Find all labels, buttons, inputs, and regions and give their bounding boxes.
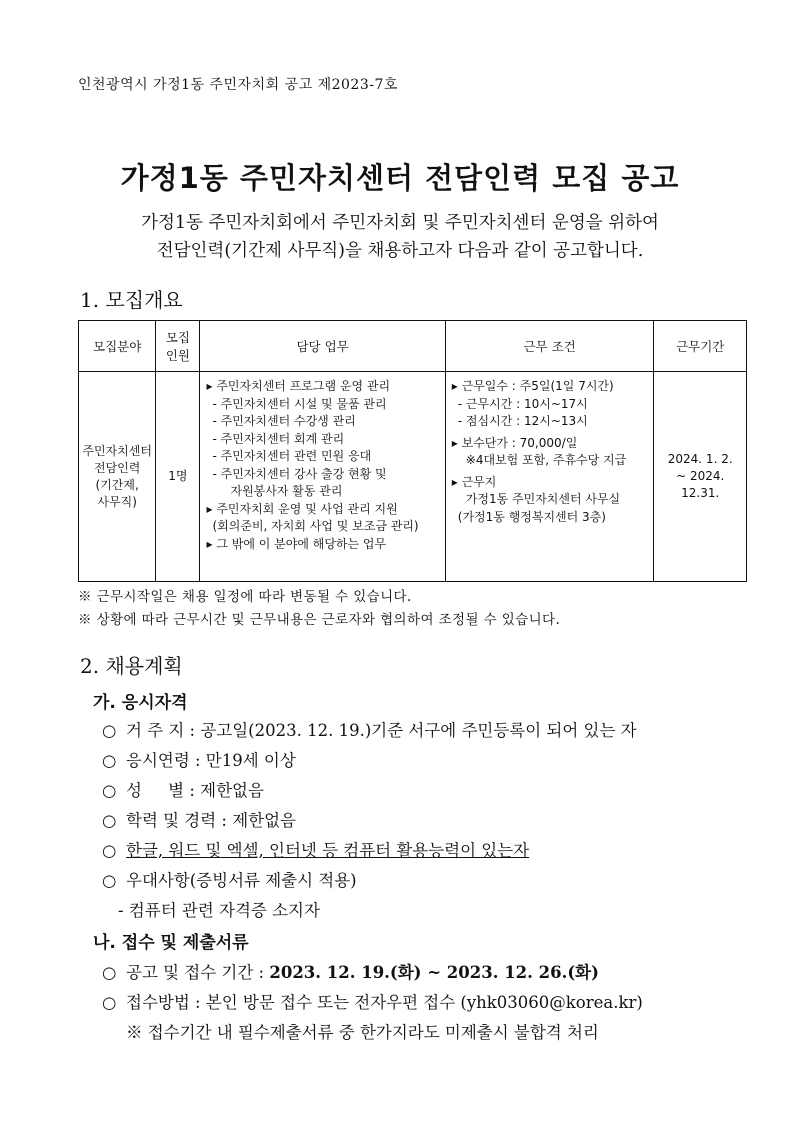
field-line: 주민자치센터 (82, 443, 152, 458)
cond-pay-note: ※4대보험 포함, 주휴수당 지급 (465, 453, 627, 467)
duty-group-1: ▸ 주민자치센터 프로그램 운영 관리 (206, 379, 391, 393)
duty-item: - 주민자치센터 관련 민원 응대 (212, 449, 372, 463)
period-line-2: ~ 2024. 12.31. (676, 469, 725, 500)
notice-number: 인천광역시 가정1동 주민자치회 공고 제2023-7호 (78, 77, 398, 93)
recruitment-table (78, 320, 747, 582)
duty-group-2: ▸ 주민자치회 운영 및 사업 관리 지원 (206, 501, 398, 516)
cond-lunch: - 점심시간 : 12시~13시 (457, 414, 588, 428)
qualification-computer-skills: 한글, 워드 및 엑셀, 인터넷 등 컴퓨터 활용능력이 있는자 (126, 841, 530, 860)
duty-item: - 주민자치센터 수강생 관리 (212, 414, 356, 428)
circle-bullet-icon: ○ (102, 751, 117, 770)
header-duties: 담당 업무 (200, 321, 445, 372)
circle-bullet-icon: ○ (102, 811, 117, 830)
table-header-row (79, 321, 747, 372)
circle-bullet-icon: ○ (102, 993, 117, 1012)
cell-period (654, 372, 747, 582)
period-line-1: 2024. 1. 2. (667, 452, 733, 466)
duty-item: - 주민자치센터 회계 관리 (212, 431, 345, 446)
cell-conditions (445, 372, 654, 582)
header-count (156, 321, 200, 372)
qualification-item (102, 717, 637, 741)
note-item: ※ 근무시작일은 채용 일정에 따라 변동될 수 있습니다. (78, 589, 412, 605)
qualification-education: 학력 및 경력 : 제한없음 (126, 811, 296, 830)
intro-line-2: 전담인력(기간제 사무직)을 채용하고자 다음과 같이 공고합니다. (156, 241, 644, 261)
circle-bullet-icon: ○ (102, 841, 117, 860)
table-row (79, 372, 747, 582)
qualification-item (102, 747, 296, 771)
field-line: 사무직) (97, 494, 137, 509)
qualification-residence: 거 주 지 : 공고일(2023. 12. 19.)기준 서구에 주민등록이 되어 있는 자 (126, 721, 637, 740)
preference-detail: - 컴퓨터 관련 자격증 소지자 (118, 901, 320, 920)
field-line: (기간제, (95, 477, 139, 492)
circle-bullet-icon: ○ (102, 781, 117, 800)
section-1-title: 1. 모집개요 (80, 288, 183, 312)
cond-pay: ▸ 보수단가 : 70,000/일 (451, 435, 578, 450)
cond-hours: - 근무시간 : 10시~17시 (457, 396, 588, 411)
duty-item: 자원봉사자 활동 관리 (230, 484, 343, 498)
qualification-age: 응시연령 : 만19세 이상 (126, 751, 296, 770)
intro-line-1: 가정1동 주민자치회에서 주민자치회 및 주민자치센터 운영을 위하여 (141, 213, 659, 233)
submission-warning: ※ 접수기간 내 필수제출서류 중 한가지라도 미제출시 불합격 처리 (126, 1023, 599, 1042)
duty-item: - 주민자치센터 강사 출강 현황 및 (212, 466, 387, 481)
application-method: 접수방법 : 본인 방문 접수 또는 전자우편 접수 (yhk03060@korea.kr) (126, 993, 643, 1012)
application-method-item (102, 989, 643, 1013)
application-period-item (102, 959, 599, 983)
qualification-item (102, 867, 357, 891)
cond-place-sub: (가정1동 행정복지센터 3층) (457, 509, 606, 524)
qualification-item (102, 807, 296, 831)
duty-group-2-sub: (회의준비, 자치회 사업 및 보조금 관리) (212, 519, 419, 533)
header-conditions: 근무 조건 (445, 321, 654, 372)
cond-place: 가정1동 주민자치센터 사무실 (465, 492, 621, 506)
circle-bullet-icon: ○ (102, 963, 117, 982)
section-2-title: 2. 채용계획 (80, 654, 183, 678)
duty-group-3: ▸ 그 밖에 이 분야에 해당하는 업무 (206, 536, 387, 551)
cond-days: ▸ 근무일수 : 주5일(1일 7시간) (451, 379, 614, 393)
note-item: ※ 상황에 따라 근무시간 및 근무내용은 근로자와 협의하여 조정될 수 있습니다. (78, 612, 561, 628)
section-1-notes (78, 586, 560, 632)
cell-field (79, 372, 156, 582)
qualification-preference: 우대사항(증빙서류 제출시 적용) (126, 871, 357, 890)
header-field: 모집분야 (79, 321, 156, 372)
cond-place-label: ▸ 근무지 (451, 474, 497, 489)
subsection-a-title: 가. 응시자격 (93, 693, 188, 713)
header-count-line1: 모집 (165, 330, 190, 345)
subsection-b-title: 나. 접수 및 제출서류 (93, 933, 249, 953)
circle-bullet-icon: ○ (102, 871, 117, 890)
qualification-gender: 성 별 : 제한없음 (126, 781, 264, 800)
intro-paragraph (0, 209, 800, 265)
qualification-item (102, 837, 529, 861)
field-line: 전담인력 (93, 460, 141, 475)
header-period: 근무기간 (654, 321, 747, 372)
cell-duties (200, 372, 445, 582)
page-title: 가정1동 주민자치센터 전담인력 모집 공고 (120, 161, 680, 195)
header-count-line2: 인원 (165, 348, 190, 363)
application-period-label: 공고 및 접수 기간 : (126, 963, 270, 982)
cell-count: 1명 (156, 372, 200, 582)
application-period-value: 2023. 12. 19.(화) ~ 2023. 12. 26.(화) (269, 963, 599, 982)
duty-item: - 주민자치센터 시설 및 물품 관리 (212, 396, 387, 411)
qualification-item (102, 777, 264, 801)
circle-bullet-icon: ○ (102, 721, 117, 740)
